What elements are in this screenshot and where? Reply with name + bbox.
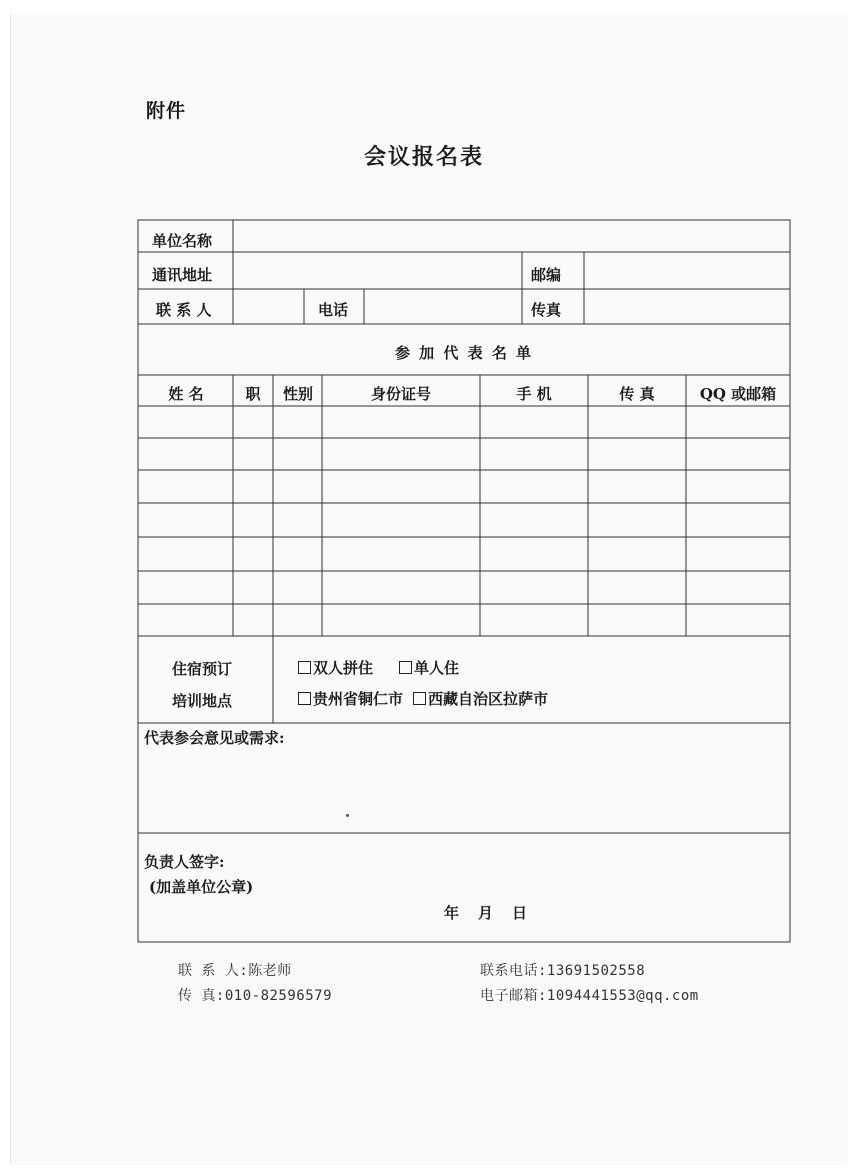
training-tongren-checkbox[interactable] xyxy=(298,692,311,705)
opinion-label: 代表参会意见或需求: xyxy=(144,729,285,747)
column-header-name: 姓 名 xyxy=(168,385,204,403)
footer-email: 电子邮箱:1094441553@qq.com xyxy=(480,988,699,1004)
column-header-fax: 传 真 xyxy=(619,385,655,403)
attachment-label: 附件 xyxy=(146,100,187,122)
training-lhasa-checkbox[interactable] xyxy=(413,692,426,705)
postcode-label: 邮编 xyxy=(531,266,562,284)
seal-note: (加盖单位公章) xyxy=(149,878,254,896)
column-header-qq-email: QQ 或邮箱 xyxy=(699,385,777,403)
footer-contact-phone: 联系电话:13691502558 xyxy=(480,963,646,979)
lodging-single-option[interactable]: 单人住 xyxy=(399,659,459,677)
fax-label: 传真 xyxy=(531,301,562,319)
contact-label: 联 系 人 xyxy=(156,301,212,319)
training-lhasa-option[interactable]: 西藏自治区拉萨市 xyxy=(413,690,548,708)
participants-header: 参 加 代 表 名 单 xyxy=(394,344,534,362)
form-title: 会议报名表 xyxy=(363,145,484,170)
column-header-mobile: 手 机 xyxy=(516,385,552,403)
lodging-single-checkbox[interactable] xyxy=(399,661,412,674)
signature-label: 负责人签字: xyxy=(144,853,225,871)
phone-label: 电话 xyxy=(318,301,349,319)
lodging-label: 住宿预订 xyxy=(172,660,233,678)
lodging-double-option[interactable]: 双人拼住 xyxy=(298,659,373,677)
footer-fax: 传 真:010-82596579 xyxy=(178,988,333,1004)
ink-speck xyxy=(346,814,349,817)
training-label: 培训地点 xyxy=(172,692,233,710)
column-header-gender: 性别 xyxy=(282,385,314,403)
address-label: 通讯地址 xyxy=(152,266,213,284)
training-tongren-option[interactable]: 贵州省铜仁市 xyxy=(298,690,403,708)
date-line: 年 月 日 xyxy=(444,904,530,922)
column-header-position: 职 xyxy=(245,385,261,403)
lodging-double-checkbox[interactable] xyxy=(298,661,311,674)
column-header-id-number: 身份证号 xyxy=(370,385,432,403)
training-options xyxy=(298,692,548,707)
lodging-options xyxy=(298,661,459,676)
footer-contact-person: 联 系 人:陈老师 xyxy=(178,963,292,979)
unit-name-label: 单位名称 xyxy=(152,232,213,250)
